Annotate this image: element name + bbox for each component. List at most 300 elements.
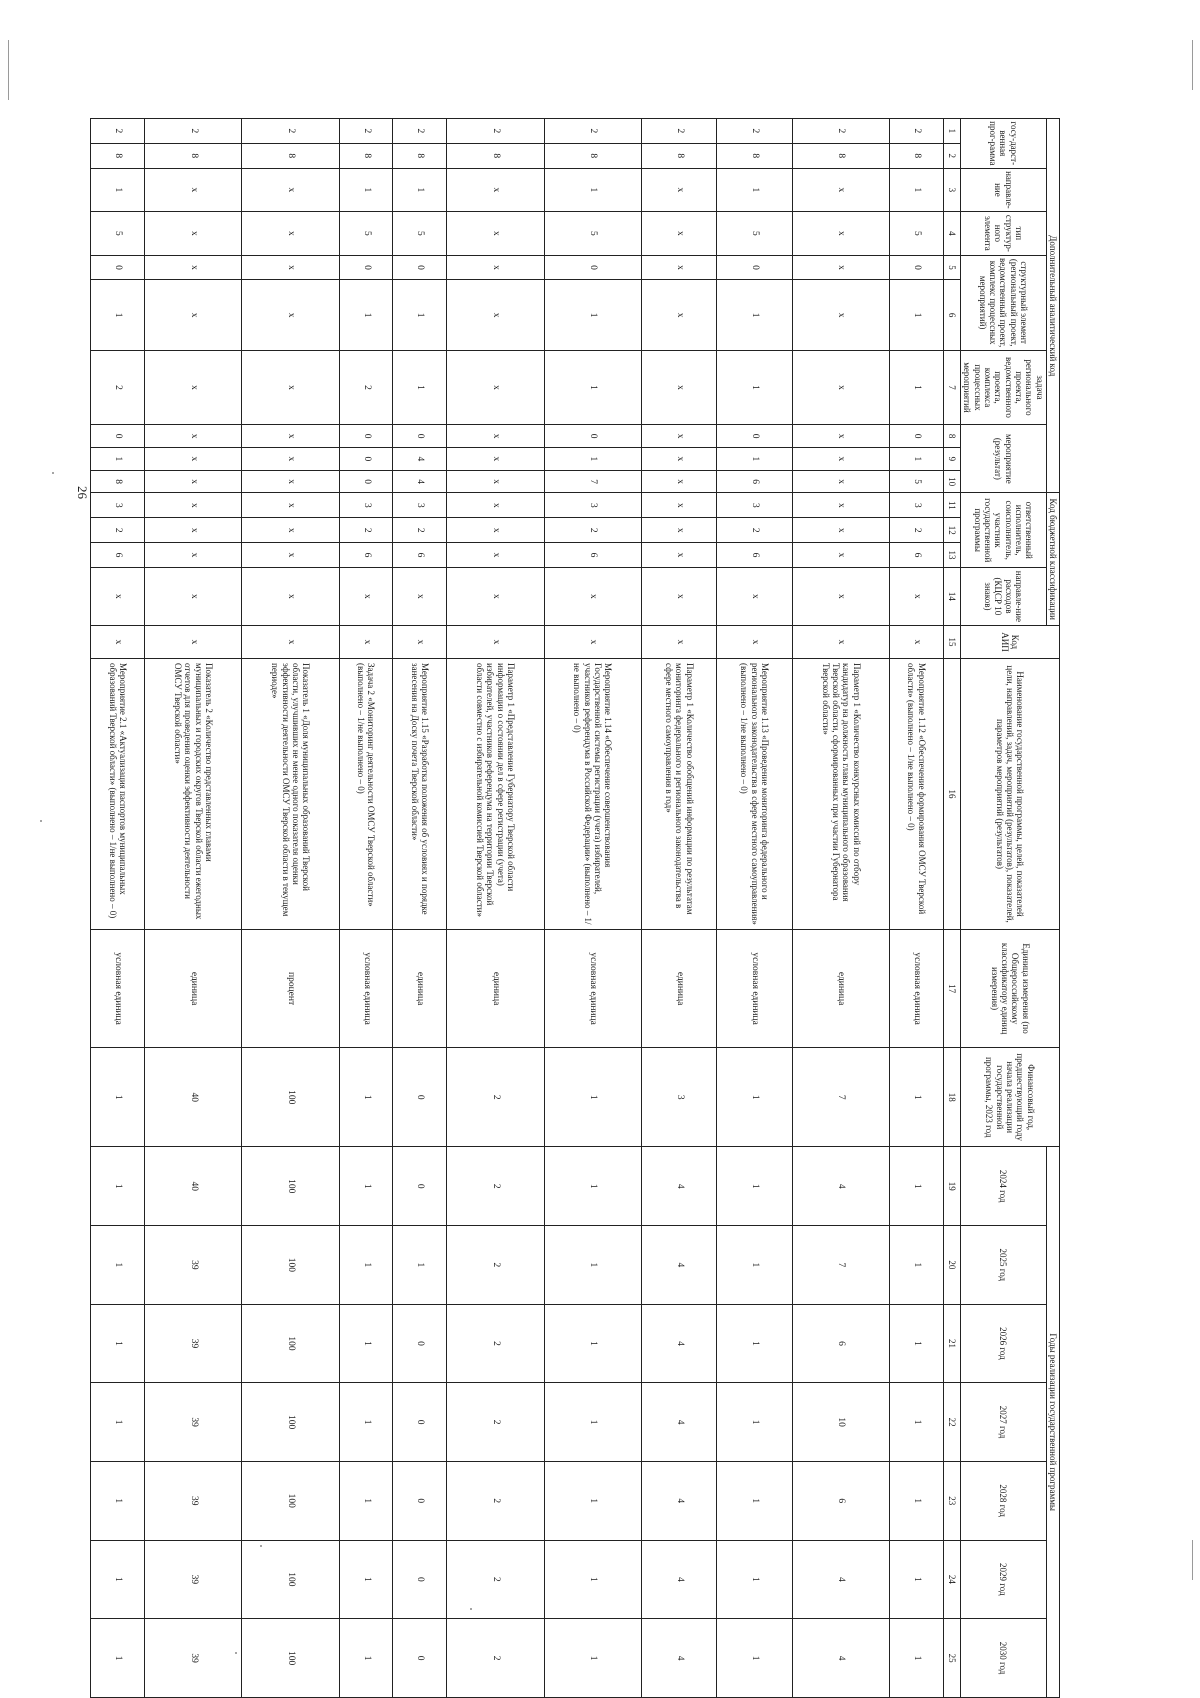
page-number: 26 <box>75 486 90 499</box>
row-year-value: 100 <box>242 1540 339 1619</box>
code-cell: x <box>447 425 544 448</box>
row-year-value: 1 <box>890 1619 944 1698</box>
code-cell: 2 <box>544 119 641 144</box>
code-cell: x <box>641 212 717 255</box>
code-cell: 7 <box>544 470 641 493</box>
code-cell: 1 <box>890 447 944 470</box>
code-cell: 2 <box>339 350 393 424</box>
header-years-group: Годы реализации государственной программы <box>1046 1147 1059 1698</box>
code-cell: 1 <box>393 168 447 211</box>
code-cell: x <box>792 168 889 211</box>
code-cell: 2 <box>242 119 339 144</box>
row-year-value: 1 <box>544 1619 641 1698</box>
code-cell: x <box>447 567 544 625</box>
code-cell: x <box>792 280 889 350</box>
code-cell: 2 <box>393 518 447 543</box>
code-cell: 2 <box>890 119 944 144</box>
code-cell: 3 <box>544 493 641 518</box>
code-cell: 1 <box>91 168 145 211</box>
code-cell: x <box>145 567 242 625</box>
code-cell: x <box>792 350 889 424</box>
code-cell: 0 <box>339 425 393 448</box>
code-cell: x <box>890 567 944 625</box>
table-row <box>792 119 889 1698</box>
code-cell: 3 <box>393 493 447 518</box>
column-number: 3 <box>943 168 960 211</box>
code-cell: x <box>447 470 544 493</box>
row-year-value: 1 <box>717 1226 793 1305</box>
column-number: 18 <box>943 1048 960 1147</box>
code-cell: x <box>242 212 339 255</box>
row-year-value: 1 <box>544 1147 641 1226</box>
code-cell: x <box>91 625 145 658</box>
row-year-value: 4 <box>641 1383 717 1462</box>
table-row <box>717 119 793 1698</box>
header-executor: ответственный исполнитель, соисполнитель, участник государственной программы <box>960 493 1046 567</box>
code-cell: 1 <box>717 280 793 350</box>
row-year-value: 1 <box>717 1304 793 1383</box>
table-row <box>145 119 242 1698</box>
code-cell: x <box>242 168 339 211</box>
code-cell: x <box>641 470 717 493</box>
row-unit: единица <box>447 930 544 1048</box>
code-cell: 5 <box>544 212 641 255</box>
table-row <box>242 119 339 1698</box>
row-year-value: 10 <box>792 1383 889 1462</box>
code-cell: 1 <box>890 168 944 211</box>
code-cell: 8 <box>544 143 641 168</box>
row-year-value: 7 <box>792 1226 889 1305</box>
column-number: 1 <box>943 119 960 144</box>
code-cell: 4 <box>393 470 447 493</box>
code-cell: x <box>447 518 544 543</box>
row-year-value: 1 <box>544 1226 641 1305</box>
column-number-row <box>943 119 960 1698</box>
code-cell: 2 <box>91 119 145 144</box>
table-row <box>447 119 544 1698</box>
header-structural-element: структурный элемент (региональный проект, ведомственный проект, комплекс процессных мероприятий) <box>960 255 1046 350</box>
code-cell: x <box>447 447 544 470</box>
column-number: 21 <box>943 1304 960 1383</box>
header-expense-direction: направле-ние расходов (КЦСР 10 знаков) <box>960 567 1046 625</box>
code-cell: 0 <box>717 425 793 448</box>
scan-edge-line-right-bottom <box>1192 1540 1193 1580</box>
code-cell: x <box>145 625 242 658</box>
code-cell: 1 <box>890 280 944 350</box>
column-number: 8 <box>943 425 960 448</box>
row-year-value: 4 <box>641 1226 717 1305</box>
code-cell: 8 <box>339 143 393 168</box>
scan-speck <box>40 820 42 822</box>
code-cell: x <box>717 625 793 658</box>
code-cell: x <box>242 625 339 658</box>
row-base-value: 3 <box>641 1048 717 1147</box>
row-unit: условная единица <box>91 930 145 1048</box>
column-number: 16 <box>943 659 960 930</box>
code-cell: x <box>145 425 242 448</box>
code-cell: 2 <box>890 518 944 543</box>
row-year-value: 2 <box>447 1619 544 1698</box>
scan-edge-line-left <box>8 40 9 100</box>
row-unit: условная единица <box>890 930 944 1048</box>
code-cell: 6 <box>393 543 447 568</box>
code-cell: x <box>792 470 889 493</box>
header-budget-code: Код бюджетной классификации <box>1046 493 1059 625</box>
code-cell: x <box>447 350 544 424</box>
table-row <box>393 119 447 1698</box>
code-cell: 8 <box>792 143 889 168</box>
column-number: 14 <box>943 567 960 625</box>
row-year-value: 1 <box>339 1383 393 1462</box>
row-year-value: 100 <box>242 1461 339 1540</box>
column-number: 22 <box>943 1383 960 1462</box>
row-unit: единица <box>393 930 447 1048</box>
column-number: 11 <box>943 493 960 518</box>
row-year-value: 1 <box>890 1304 944 1383</box>
code-cell: x <box>792 567 889 625</box>
code-cell: 5 <box>890 212 944 255</box>
row-year-value: 4 <box>641 1304 717 1383</box>
code-cell: 2 <box>544 518 641 543</box>
code-cell: 1 <box>339 168 393 211</box>
row-year-value: 1 <box>890 1461 944 1540</box>
table-row <box>91 119 145 1698</box>
code-cell: x <box>145 350 242 424</box>
code-cell: x <box>393 567 447 625</box>
column-number: 6 <box>943 280 960 350</box>
row-year-value: 1 <box>717 1383 793 1462</box>
code-cell: x <box>447 543 544 568</box>
row-unit: условная единица <box>717 930 793 1048</box>
row-year-value: 4 <box>641 1147 717 1226</box>
code-cell: x <box>544 625 641 658</box>
code-cell: x <box>641 625 717 658</box>
code-cell: x <box>242 470 339 493</box>
code-cell: 2 <box>717 119 793 144</box>
code-cell: 0 <box>339 447 393 470</box>
code-cell: 1 <box>890 350 944 424</box>
row-year-value: 1 <box>339 1226 393 1305</box>
row-name: Параметр 1 «Количество обобщений информации по результатам мониторинга федерального и регионального законодательства в сфере местного самоуправления в год» <box>641 659 717 930</box>
code-cell: x <box>242 255 339 280</box>
code-cell: x <box>447 168 544 211</box>
header-task: задача регионального проекта, ведомственного проекта, комплекса процессных мероприятий <box>960 350 1046 424</box>
row-base-value: 0 <box>393 1048 447 1147</box>
row-year-value: 39 <box>145 1304 242 1383</box>
code-cell: x <box>641 255 717 280</box>
code-cell: 2 <box>792 119 889 144</box>
code-cell: x <box>641 543 717 568</box>
row-year-value: 1 <box>717 1619 793 1698</box>
row-year-value: 39 <box>145 1383 242 1462</box>
row-base-value: 7 <box>792 1048 889 1147</box>
code-cell: x <box>145 543 242 568</box>
row-year-value: 2 <box>447 1226 544 1305</box>
code-cell: x <box>339 625 393 658</box>
code-cell: x <box>91 567 145 625</box>
code-cell: 0 <box>717 255 793 280</box>
row-name: Параметр 1 «Представление Губернатору Тверской области информации о состоянии дел в сфере регистрации (учета) избирателей, участников референдума на территории Тверской области совместно с избирательной комиссией Тверской области» <box>447 659 544 930</box>
code-cell: 8 <box>91 143 145 168</box>
column-number: 23 <box>943 1461 960 1540</box>
code-cell: x <box>242 447 339 470</box>
row-name: Мероприятие 2.1 «Актуализация паспортов муниципальных образований Тверской области» (выполнено – 1/не выполнено – 0) <box>91 659 145 930</box>
code-cell: 5 <box>91 212 145 255</box>
code-cell: x <box>641 425 717 448</box>
column-number: 20 <box>943 1226 960 1305</box>
header-element-type: тип структур-ного элемента <box>960 212 1046 255</box>
code-cell: x <box>447 493 544 518</box>
header-analytic-code: Дополнительный аналитический код <box>1046 119 1059 493</box>
table-row <box>339 119 393 1698</box>
code-cell: 1 <box>91 280 145 350</box>
code-cell: 8 <box>447 143 544 168</box>
row-year-value: 1 <box>91 1304 145 1383</box>
row-year-value: 1 <box>339 1619 393 1698</box>
code-cell: x <box>393 625 447 658</box>
row-year-value: 1 <box>91 1226 145 1305</box>
row-year-value: 6 <box>792 1304 889 1383</box>
header-program: госу-дарст-венная прог-рамма <box>960 119 1046 169</box>
code-cell: x <box>242 493 339 518</box>
code-cell: x <box>792 543 889 568</box>
code-cell: x <box>242 350 339 424</box>
header-year-2030: 2030 год <box>960 1619 1046 1698</box>
row-year-value: 4 <box>792 1540 889 1619</box>
code-cell: 0 <box>91 255 145 280</box>
code-cell: 1 <box>393 350 447 424</box>
code-cell: x <box>339 567 393 625</box>
header-year-2025: 2025 год <box>960 1226 1046 1305</box>
row-year-value: 39 <box>145 1619 242 1698</box>
column-number: 12 <box>943 518 960 543</box>
row-year-value: 39 <box>145 1226 242 1305</box>
row-name: Мероприятие 1.15 «Разработка положения об условиях и порядке занесения на Доску почета Тверской области» <box>393 659 447 930</box>
header-unit: Единица измерения (по Общероссийскому классификатору единиц измерения) <box>960 930 1059 1048</box>
program-indicators-table <box>90 118 1060 1698</box>
code-cell: 3 <box>890 493 944 518</box>
code-cell: 2 <box>393 119 447 144</box>
row-base-value: 2 <box>447 1048 544 1147</box>
row-year-value: 1 <box>544 1461 641 1540</box>
code-cell: 5 <box>393 212 447 255</box>
row-year-value: 1 <box>717 1147 793 1226</box>
code-cell: 6 <box>717 543 793 568</box>
row-unit: условная единица <box>544 930 641 1048</box>
code-cell: x <box>242 567 339 625</box>
code-cell: x <box>792 447 889 470</box>
row-base-value: 1 <box>544 1048 641 1147</box>
scan-speck <box>52 472 54 474</box>
row-year-value: 0 <box>393 1461 447 1540</box>
code-cell: x <box>242 280 339 350</box>
code-cell: 1 <box>91 447 145 470</box>
row-year-value: 1 <box>339 1304 393 1383</box>
code-cell: x <box>242 518 339 543</box>
code-cell: x <box>792 212 889 255</box>
row-year-value: 100 <box>242 1147 339 1226</box>
code-cell: x <box>641 168 717 211</box>
code-cell: x <box>145 280 242 350</box>
code-cell: x <box>792 625 889 658</box>
row-year-value: 0 <box>393 1304 447 1383</box>
code-cell: 1 <box>717 447 793 470</box>
row-year-value: 2 <box>447 1147 544 1226</box>
code-cell: x <box>242 425 339 448</box>
code-cell: 2 <box>145 119 242 144</box>
row-base-value: 1 <box>339 1048 393 1147</box>
code-cell: 2 <box>339 119 393 144</box>
code-cell: x <box>447 625 544 658</box>
code-cell: 8 <box>145 143 242 168</box>
header-year-2024: 2024 год <box>960 1147 1046 1226</box>
table-row <box>641 119 717 1698</box>
row-year-value: 2 <box>447 1383 544 1462</box>
code-cell: 1 <box>339 280 393 350</box>
code-cell: 0 <box>393 425 447 448</box>
row-year-value: 0 <box>393 1619 447 1698</box>
code-cell: 1 <box>544 280 641 350</box>
row-year-value: 40 <box>145 1147 242 1226</box>
code-cell: 3 <box>339 493 393 518</box>
row-year-value: 1 <box>91 1461 145 1540</box>
code-cell: x <box>145 168 242 211</box>
code-cell: x <box>641 350 717 424</box>
code-cell: x <box>890 625 944 658</box>
column-number: 17 <box>943 930 960 1048</box>
column-number: 25 <box>943 1619 960 1698</box>
row-year-value: 100 <box>242 1619 339 1698</box>
code-cell: x <box>641 518 717 543</box>
code-cell: 2 <box>717 518 793 543</box>
column-number: 24 <box>943 1540 960 1619</box>
code-cell: x <box>792 493 889 518</box>
row-year-value: 0 <box>393 1147 447 1226</box>
column-number: 5 <box>943 255 960 280</box>
row-unit: единица <box>145 930 242 1048</box>
row-year-value: 100 <box>242 1304 339 1383</box>
code-cell: 1 <box>717 168 793 211</box>
table-row <box>544 119 641 1698</box>
code-cell: 6 <box>91 543 145 568</box>
code-cell: x <box>145 470 242 493</box>
row-base-value: 1 <box>890 1048 944 1147</box>
row-unit: единица <box>792 930 889 1048</box>
code-cell: x <box>641 567 717 625</box>
row-year-value: 1 <box>339 1147 393 1226</box>
row-year-value: 6 <box>792 1461 889 1540</box>
row-year-value: 1 <box>544 1540 641 1619</box>
row-year-value: 100 <box>242 1226 339 1305</box>
row-year-value: 4 <box>792 1147 889 1226</box>
row-unit: процент <box>242 930 339 1048</box>
column-number: 13 <box>943 543 960 568</box>
code-cell: 5 <box>339 212 393 255</box>
header-year-2028: 2028 год <box>960 1461 1046 1540</box>
code-cell: 5 <box>890 470 944 493</box>
row-name: Мероприятие 1.14 «Обеспечение совершенствования Государственной системы регистрации (учета) избирателей, участников референдума в Российской Федерации» (выполнено – 1/не выполнено – 0) <box>544 659 641 930</box>
row-year-value: 1 <box>91 1619 145 1698</box>
row-year-value: 1 <box>717 1540 793 1619</box>
code-cell: 8 <box>890 143 944 168</box>
table-body <box>91 119 944 1698</box>
code-cell: 0 <box>890 425 944 448</box>
column-number: 15 <box>943 625 960 658</box>
row-year-value: 4 <box>792 1619 889 1698</box>
code-cell: x <box>447 212 544 255</box>
row-year-value: 1 <box>339 1461 393 1540</box>
row-base-value: 1 <box>717 1048 793 1147</box>
code-cell: 0 <box>339 255 393 280</box>
row-year-value: 1 <box>91 1383 145 1462</box>
code-cell: x <box>641 493 717 518</box>
code-cell: 2 <box>91 518 145 543</box>
code-cell: 2 <box>641 119 717 144</box>
row-base-value: 40 <box>145 1048 242 1147</box>
row-unit: единица <box>641 930 717 1048</box>
code-cell: 8 <box>717 143 793 168</box>
row-name: Задача 2 «Мониторинг деятельности ОМСУ Тверской области» (выполнено – 1/не выполнено – 0) <box>339 659 393 930</box>
header-year-2027: 2027 год <box>960 1383 1046 1462</box>
code-cell: 0 <box>544 425 641 448</box>
code-cell: 8 <box>641 143 717 168</box>
code-cell: x <box>447 255 544 280</box>
column-number: 10 <box>943 470 960 493</box>
row-year-value: 39 <box>145 1540 242 1619</box>
row-year-value: 4 <box>641 1619 717 1698</box>
code-cell: 1 <box>717 350 793 424</box>
row-year-value: 2 <box>447 1461 544 1540</box>
code-cell: 0 <box>91 425 145 448</box>
row-year-value: 2 <box>447 1540 544 1619</box>
row-year-value: 1 <box>544 1304 641 1383</box>
code-cell: 0 <box>890 255 944 280</box>
code-cell: x <box>641 447 717 470</box>
code-cell: x <box>792 518 889 543</box>
code-cell: 6 <box>339 543 393 568</box>
code-cell: 3 <box>91 493 145 518</box>
code-cell: 0 <box>339 470 393 493</box>
row-year-value: 0 <box>393 1383 447 1462</box>
row-year-value: 1 <box>890 1383 944 1462</box>
row-year-value: 100 <box>242 1383 339 1462</box>
code-cell: x <box>792 255 889 280</box>
code-cell: x <box>447 280 544 350</box>
code-cell: x <box>242 543 339 568</box>
code-cell: x <box>145 255 242 280</box>
row-base-value: 1 <box>91 1048 145 1147</box>
code-cell: 6 <box>890 543 944 568</box>
code-cell: x <box>145 447 242 470</box>
code-cell: 1 <box>544 350 641 424</box>
row-year-value: 1 <box>890 1540 944 1619</box>
code-cell: 8 <box>393 143 447 168</box>
code-cell: 6 <box>717 470 793 493</box>
row-year-value: 1 <box>91 1147 145 1226</box>
row-name: Показатель 2 «Количество представленных главами муниципальных и городских округов Тверской области ежегодных отчетов для проведения оценки эффективности деятельности ОМСУ Тверской области» <box>145 659 242 930</box>
header-aip-code: Код АИП <box>960 625 1059 658</box>
code-cell: 2 <box>91 350 145 424</box>
code-cell: 8 <box>242 143 339 168</box>
row-year-value: 2 <box>447 1304 544 1383</box>
header-year-2029: 2029 год <box>960 1540 1046 1619</box>
code-cell: x <box>145 212 242 255</box>
code-cell: x <box>544 567 641 625</box>
header-name: Наименование государственной программы, целей, показателей цели, направлений, задач, мероприятий (результатов), показателей, параметров мероприятий (результатов) <box>960 659 1059 930</box>
program-indicators-table-wrapper <box>107 118 1060 1698</box>
row-name: Мероприятие 1.12 «Обеспечение формирования ОМСУ Тверской области» (выполнено – 1/не выполнено – 0) <box>890 659 944 930</box>
row-year-value: 0 <box>393 1540 447 1619</box>
